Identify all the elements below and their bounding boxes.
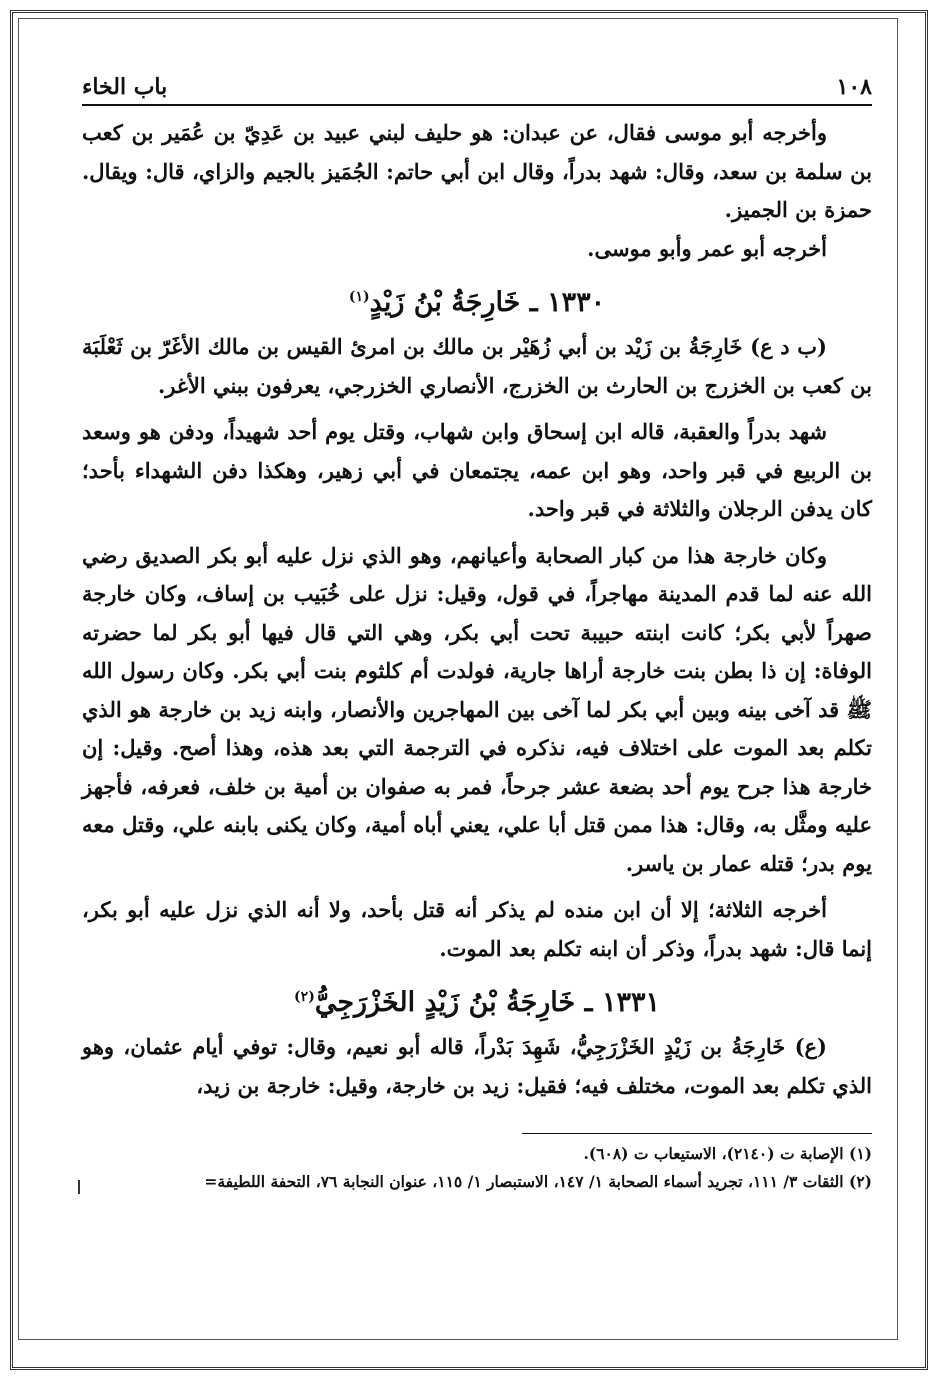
entry-title-text: ١٣٣١ ـ خَارِجَةُ بْنُ زَيْدٍ الخَزْرَجِيُّ (314, 987, 660, 1018)
entry-title (82, 276, 872, 324)
footnote-ref: (٢) (294, 989, 315, 1005)
chapter-title: باب الخاء (82, 74, 168, 100)
paragraph: شهد بدراً والعقبة، قاله ابن إسحاق وابن شهاب، وقتل يوم أحد شهيداً، ودفن هو وسعد بن الربيع في قبر واحد، وهو ابن عمه، يجتمعان في أبي زهير، وهكذا دفن الشهداء بأحد؛ كان يدفن الرجلان والثلاثة في قبر واحد. (82, 419, 872, 521)
footnote: (٢) الثقات ٣/ ١١١، تجريد أسماء الصحابة ١/ ١٤٧، الاستبصار ١/ ١١٥، عنوان النجابة ٧٦، التحفة اللطيفة= (204, 1172, 872, 1191)
paragraph: (ع) خَارِجَةُ بن زَيْدٍ الخَزْرَجِيُّ، شَهِدَ بَدْراً، قاله أبو نعيم، وقال: توفي أيام عثمان، وهو الذي تكلم بعد الموت، مختلف فيه؛ فقيل: زيد بن خارجة، وقيل: خارجة بن زيد، (82, 1034, 872, 1098)
book-page (82, 70, 872, 1310)
paragraph: وأخرجه أبو موسى فقال، عن عبدان: هو حليف لبني عبيد بن عَدِيّ بن عُمَير بن كعب بن سلمة بن سعد، وقال: شهد بدراً، وقال ابن أبي حاتم: الجُمَيز بالجيم والزاي، قال: ويقال. حمزة بن الجميز. (82, 120, 872, 222)
entry-title-text: ١٣٣٠ ـ خَارِجَةُ بْنُ زَيْدٍ (369, 287, 606, 318)
paragraph: (ب د ع) خَارِجَةُ بن زَيْد بن أبي زُهَيْر بن مالك بن امرئ القيس بن مالك الأغَرّ بن ثَعْلَبَة بن كعب بن الخزرج بن الحارث بن الخزرج، الأنصاري الخزرجي، يعرفون ببني الأغر. (82, 334, 872, 398)
page-number: ١٠٨ (836, 74, 872, 100)
paragraph: أخرجه أبو عمر وأبو موسى. (587, 235, 827, 261)
page-header (82, 70, 872, 106)
footnote-ref: (١) (348, 289, 370, 305)
footnote-divider (522, 1133, 872, 1134)
paragraph: أخرجه الثلاثة؛ إلا أن ابن منده لم يذكر أنه قتل بأحد، ولا أنه الذي نزل عليه أبو بكر، إنما قال: شهد بدراً، وذكر أن ابنه تكلم بعد الموت. (82, 897, 872, 961)
entry-title (82, 976, 872, 1024)
footnote: (١) الإصابة ت (٢١٤٠)، الاستيعاب ت (٦٠٨). (583, 1144, 872, 1163)
paragraph: وكان خارجة هذا من كبار الصحابة وأعيانهم، وهو الذي نزل عليه أبو بكر الصديق رضي الله عنه لما قدم المدينة مهاجراً، في قول، وقيل: نزل على خُبَيب بن إساف، وكان خارجة صهراً لأبي بكر؛ كانت ابنته حبيبة تحت أبي بكر، وهي التي قال فيها أبو بكر لما حضرته الوفاة: إن ذا بطن بنت خارجة أراها جارية، فولدت أم كلثوم بنت أبي بكر. وكان رسول الله ﷺ قد آخى بينه وبين أبي بكر لما آخى بين المهاجرين والأنصار، وابنه زيد بن خارجة هو الذي تكلم بعد الموت على اختلاف فيه، نذكره في الترجمة التي بعد هذه، وهذا أصح. وقيل: إن خارجة هذا جرح يوم أحد بضعة عشر جرحاً، فمر به صفوان بن أمية بن خلف، فعرفه، فأجهز عليه ومثَّل به، وقال: هذا ممن قتل أبا علي، يعني أباه أمية، وكان يكنى بابنه علي، وقتل معه يوم بدر؛ قتله عمار بن ياسر. (82, 542, 872, 876)
margin-mark (78, 1180, 80, 1194)
